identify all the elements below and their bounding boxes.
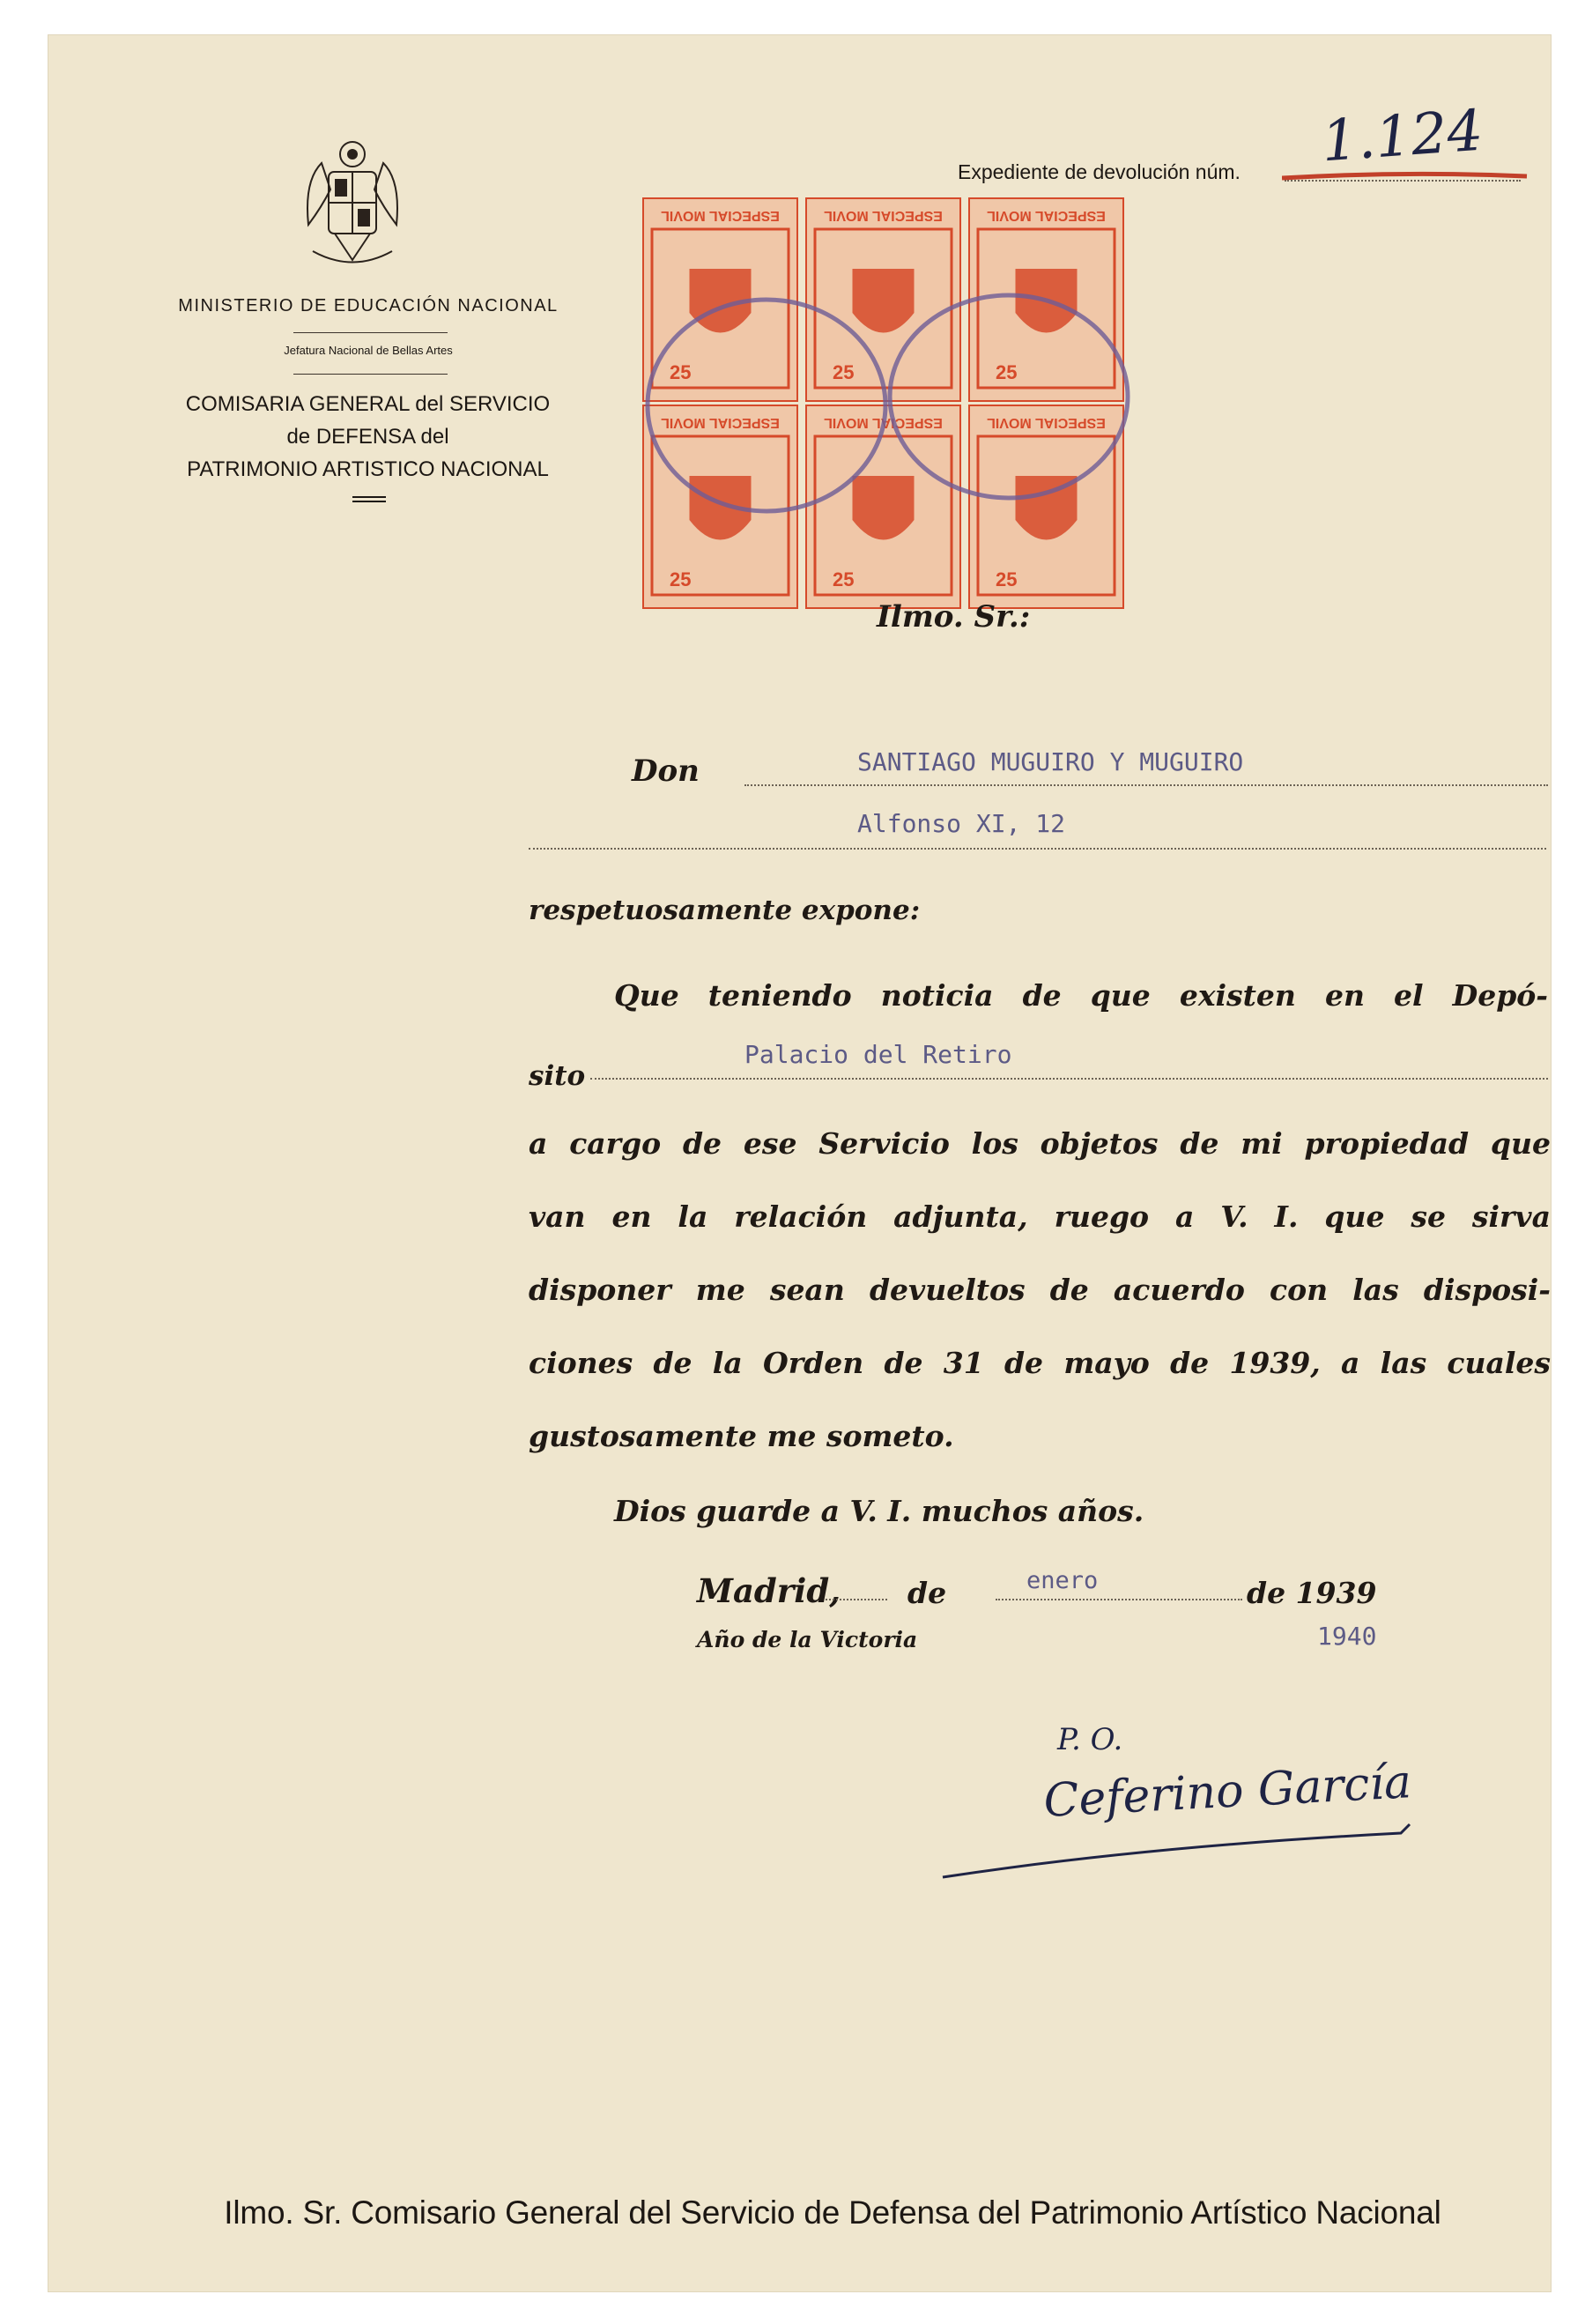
letterhead-double-rule (352, 496, 386, 502)
expone-text: respetuosamente expone: (529, 895, 921, 926)
body-line-1: Que teniendo noticia de que existen en el Depó- (614, 978, 1548, 1013)
body-line-4: disponer me sean devueltos de acuerdo con las disposi- (529, 1273, 1551, 1307)
footer-addressee: Ilmo. Sr. Comisario General del Servicio de Defensa del Patrimonio Artístico Nacional (224, 2194, 1441, 2231)
stamp-text: ESPECIAL MOVIL (824, 208, 943, 223)
month-line (996, 1599, 1242, 1600)
closing-text: Dios guarde a V. I. muchos años. (614, 1494, 1144, 1528)
body-line-6: gustosamente me someto. (529, 1419, 954, 1453)
month: enero (1026, 1567, 1099, 1594)
de-label: de (907, 1576, 947, 1610)
expediente-number: 1.124 (1319, 98, 1485, 175)
sito-label: sito (529, 1060, 586, 1092)
stamp-text: ESPECIAL MOVIL (987, 208, 1106, 223)
document-page (48, 35, 1551, 2291)
stamp-text: ESPECIAL MOVIL (661, 208, 780, 223)
petitioner-address: Alfonso XI, 12 (857, 809, 1066, 838)
stamp-value: 25 (996, 361, 1018, 383)
anio-victoria: Año de la Victoria (697, 1627, 918, 1652)
red-underline-mark (1282, 167, 1529, 185)
stamp-value: 25 (996, 568, 1018, 590)
typed-year: 1940 (1317, 1622, 1377, 1651)
day-line (826, 1599, 887, 1600)
place: Madrid, (697, 1571, 841, 1610)
stamp-text: ESPECIAL MOVIL (987, 415, 1106, 430)
stamp-value: 25 (833, 568, 855, 590)
revenue-stamp (643, 405, 797, 608)
don-label: Don (632, 754, 700, 789)
body-line-5: ciones de la Orden de 31 de mayo de 1939, a las cuales (529, 1346, 1551, 1380)
ministry-name: MINISTERIO DE EDUCACIÓN NACIONAL (178, 296, 559, 316)
comisaria-line-3: PATRIMONIO ARTISTICO NACIONAL (187, 457, 549, 481)
stamp-value: 25 (670, 568, 692, 590)
letterhead-rule-top (293, 332, 448, 333)
body-line-2: a cargo de ese Servicio los objetos de mi propiedad que (529, 1126, 1551, 1161)
comisaria-name (145, 388, 590, 486)
deposito-line (590, 1078, 1548, 1080)
body-line-3: van en la relación adjunta, ruego a V. I. que se sirva (529, 1199, 1551, 1234)
deposito-name: Palacio del Retiro (744, 1040, 1012, 1069)
signature (881, 1714, 1427, 1917)
stamp-value: 25 (833, 361, 855, 383)
revenue-stamps (595, 176, 1176, 617)
stamp-value: 25 (670, 361, 692, 383)
signature-name: Ceferino García (1042, 1756, 1413, 1828)
comisaria-line-2: de DEFENSA del (286, 425, 449, 449)
letterhead-rule-bottom (293, 374, 448, 375)
comisaria-line-1: COMISARIA GENERAL del SERVICIO (185, 392, 551, 416)
stamp-text: ESPECIAL MOVIL (661, 415, 780, 430)
revenue-stamp (969, 405, 1123, 608)
salutation: Ilmo. Sr.: (877, 599, 1031, 635)
stamp-text: ESPECIAL MOVIL (824, 415, 943, 430)
jefatura-name: Jefatura Nacional de Bellas Artes (284, 344, 453, 357)
expediente-label: Expediente de devolución núm. (958, 160, 1241, 183)
coat-of-arms-logo (286, 128, 418, 278)
address-line (529, 848, 1546, 850)
printed-year: de 1939 (1247, 1576, 1377, 1610)
revenue-stamp (806, 198, 960, 401)
name-line (744, 784, 1548, 786)
petitioner-name: SANTIAGO MUGUIRO Y MUGUIRO (857, 747, 1244, 776)
signature-po: P. O. (1057, 1722, 1123, 1757)
revenue-stamp (806, 405, 960, 608)
